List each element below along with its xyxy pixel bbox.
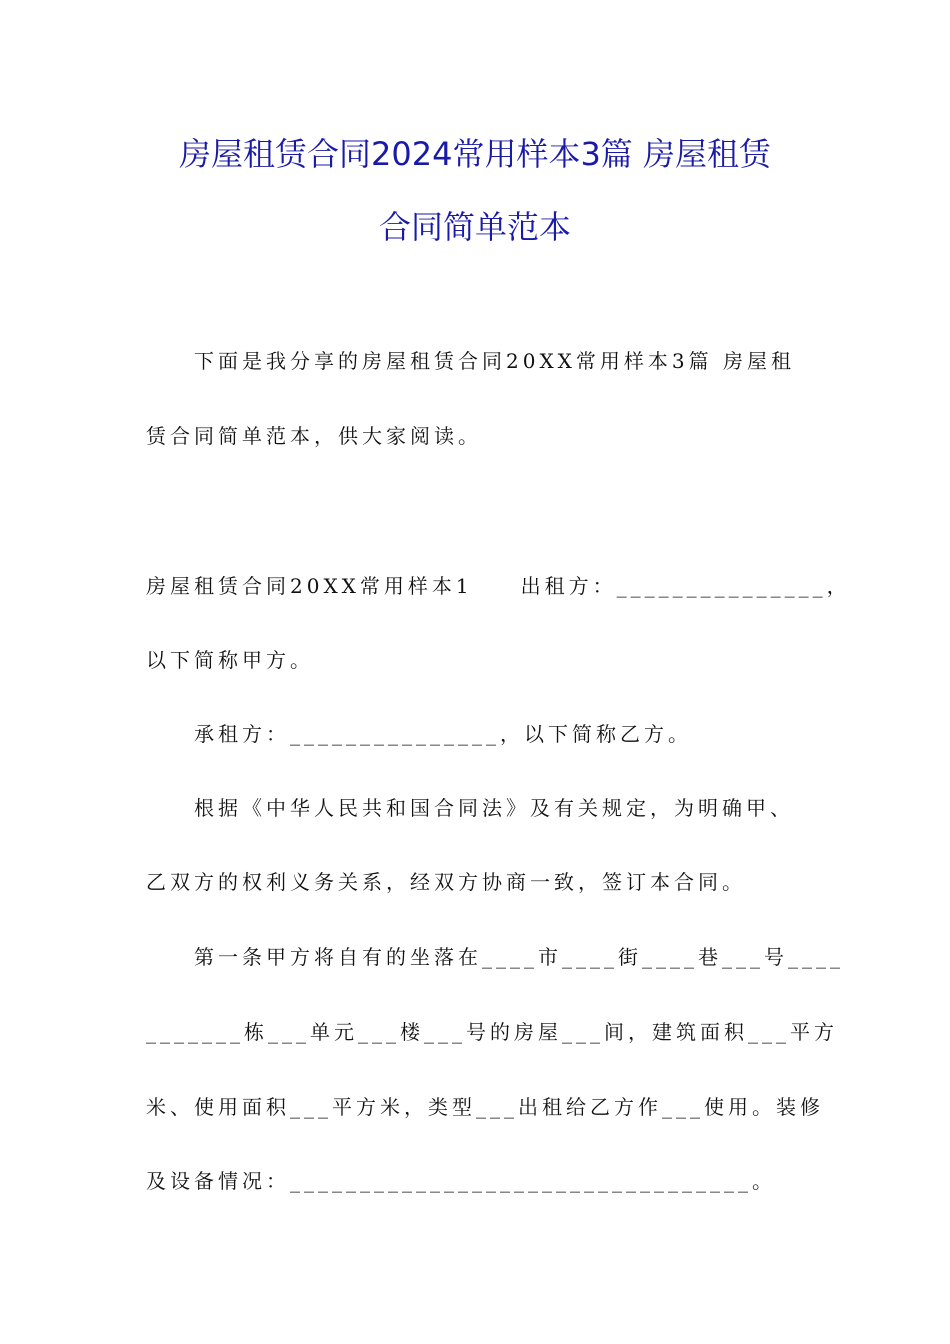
article-1-line-3: 米、使用面积___平方米，类型___出租给乙方作___使用。装修 [146,1095,824,1119]
document-title-line-1: 房屋租赁合同2024常用样本3篇 房屋租赁 [179,135,771,173]
article-1-line-2: _______栋___单元___楼___号的房屋___间，建筑面积___平方 [146,1020,838,1044]
article-1-line-4: 及设备情况：_________________________________。 [146,1169,776,1193]
party-b-line: 承租方：_______________，以下简称乙方。 [194,722,692,746]
document-title-line-2: 合同简单范本 [378,208,571,246]
party-a-line: 以下简称甲方。 [146,648,314,672]
contract-heading-line: 房屋租赁合同20XX常用样本1 出租方：_______________， [146,574,851,598]
basis-line-2: 乙双方的权利义务关系，经双方协商一致，签订本合同。 [146,870,746,894]
intro-line-1: 下面是我分享的房屋租赁合同20XX常用样本3篇 房屋租 [194,349,796,373]
intro-line-2: 赁合同简单范本，供大家阅读。 [146,424,482,448]
article-1-line-1: 第一条甲方将自有的坐落在____市____街____巷___号____ [194,945,844,969]
basis-line-1: 根据《中华人民共和国合同法》及有关规定，为明确甲、 [194,796,794,820]
